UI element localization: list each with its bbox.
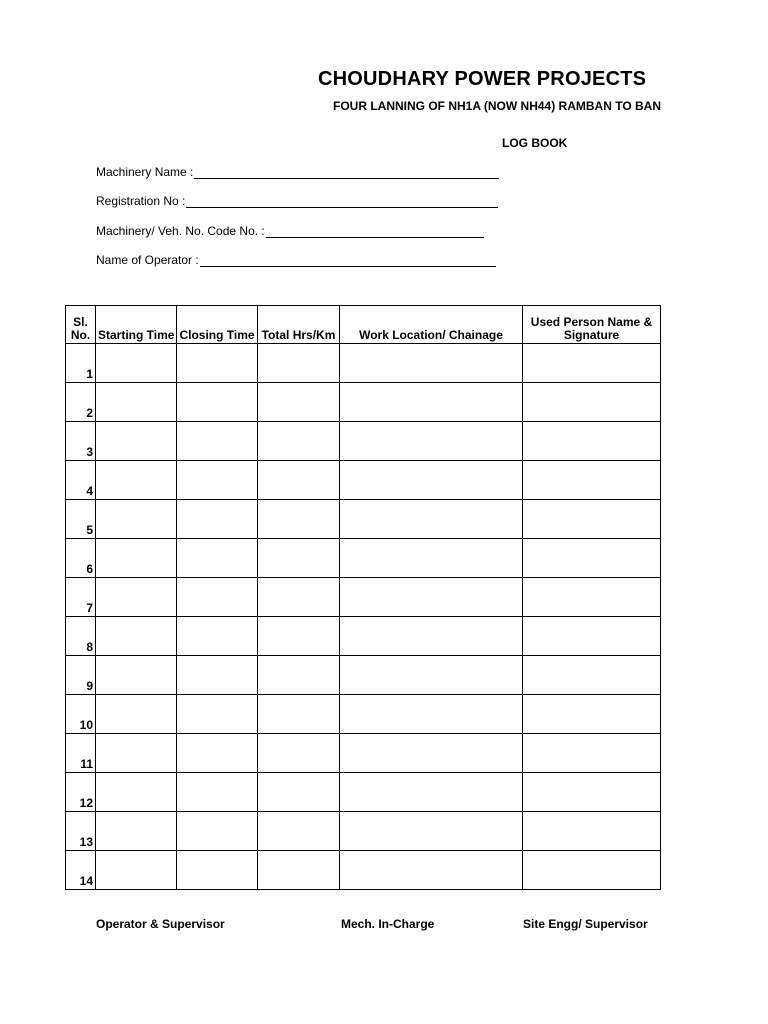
- closing-time-cell[interactable]: [177, 851, 258, 890]
- closing-time-cell[interactable]: [177, 539, 258, 578]
- column-header-total-hrs: Total Hrs/Km: [258, 306, 340, 344]
- starting-time-cell[interactable]: [96, 422, 177, 461]
- closing-time-cell[interactable]: [177, 422, 258, 461]
- closing-time-cell[interactable]: [177, 383, 258, 422]
- total-hrs-cell[interactable]: [258, 656, 340, 695]
- registration-no-input[interactable]: [186, 195, 498, 208]
- signature-cell[interactable]: [523, 422, 661, 461]
- closing-time-cell[interactable]: [177, 695, 258, 734]
- signature-cell[interactable]: [523, 656, 661, 695]
- signature-cell[interactable]: [523, 383, 661, 422]
- work-location-cell[interactable]: [340, 539, 523, 578]
- project-subtitle: FOUR LANNING OF NH1A (NOW NH44) RAMBAN TO BAN: [333, 99, 661, 113]
- closing-time-cell[interactable]: [177, 656, 258, 695]
- work-location-cell[interactable]: [340, 656, 523, 695]
- total-hrs-cell[interactable]: [258, 539, 340, 578]
- work-location-cell[interactable]: [340, 617, 523, 656]
- starting-time-cell[interactable]: [96, 851, 177, 890]
- work-location-cell[interactable]: [340, 461, 523, 500]
- table-row: [66, 617, 661, 656]
- document-title: LOG BOOK: [502, 136, 568, 150]
- work-location-cell[interactable]: [340, 773, 523, 812]
- table-row: [66, 500, 661, 539]
- sl-no-cell: 11: [66, 734, 96, 773]
- signature-cell[interactable]: [523, 812, 661, 851]
- field-label: Machinery Name :: [96, 165, 194, 179]
- starting-time-cell[interactable]: [96, 773, 177, 812]
- starting-time-cell[interactable]: [96, 812, 177, 851]
- sl-no-cell: 3: [66, 422, 96, 461]
- field-label: Machinery/ Veh. No. Code No. :: [96, 224, 265, 238]
- total-hrs-cell[interactable]: [258, 383, 340, 422]
- starting-time-cell[interactable]: [96, 539, 177, 578]
- closing-time-cell[interactable]: [177, 812, 258, 851]
- sl-no-cell: 6: [66, 539, 96, 578]
- closing-time-cell[interactable]: [177, 344, 258, 383]
- column-header-closing-time: Closing Time: [177, 306, 258, 344]
- signature-cell[interactable]: [523, 734, 661, 773]
- field-machinery-name: [96, 165, 499, 179]
- starting-time-cell[interactable]: [96, 383, 177, 422]
- total-hrs-cell[interactable]: [258, 500, 340, 539]
- table-row: [66, 656, 661, 695]
- table-row: [66, 734, 661, 773]
- closing-time-cell[interactable]: [177, 773, 258, 812]
- table-header-row: [66, 306, 661, 344]
- column-header-starting-time: Starting Time: [96, 306, 177, 344]
- work-location-cell[interactable]: [340, 734, 523, 773]
- vehicle-code-input[interactable]: [266, 225, 484, 238]
- closing-time-cell[interactable]: [177, 578, 258, 617]
- work-location-cell[interactable]: [340, 695, 523, 734]
- signature-cell[interactable]: [523, 773, 661, 812]
- log-table: [65, 305, 661, 890]
- sl-no-cell: 7: [66, 578, 96, 617]
- work-location-cell[interactable]: [340, 383, 523, 422]
- signature-site-engg: Site Engg/ Supervisor: [523, 917, 648, 931]
- field-operator-name: [96, 253, 496, 267]
- signature-mech-in-charge: Mech. In-Charge: [341, 917, 435, 931]
- table-row: [66, 383, 661, 422]
- field-label: Registration No :: [96, 194, 186, 208]
- machinery-name-input[interactable]: [194, 166, 499, 179]
- table-row: [66, 695, 661, 734]
- sl-no-cell: 13: [66, 812, 96, 851]
- operator-name-input[interactable]: [200, 254, 496, 267]
- work-location-cell[interactable]: [340, 422, 523, 461]
- starting-time-cell[interactable]: [96, 578, 177, 617]
- company-title: CHOUDHARY POWER PROJECTS: [318, 68, 647, 90]
- work-location-cell[interactable]: [340, 851, 523, 890]
- table-row: [66, 773, 661, 812]
- sl-no-cell: 1: [66, 344, 96, 383]
- field-registration-no: [96, 194, 498, 208]
- signature-cell[interactable]: [523, 539, 661, 578]
- starting-time-cell[interactable]: [96, 500, 177, 539]
- total-hrs-cell[interactable]: [258, 695, 340, 734]
- column-header-work-location: Work Location/ Chainage: [340, 306, 523, 344]
- starting-time-cell[interactable]: [96, 617, 177, 656]
- table-row: [66, 812, 661, 851]
- sl-no-cell: 4: [66, 461, 96, 500]
- closing-time-cell[interactable]: [177, 734, 258, 773]
- sl-no-cell: 14: [66, 851, 96, 890]
- starting-time-cell[interactable]: [96, 344, 177, 383]
- total-hrs-cell[interactable]: [258, 851, 340, 890]
- sl-no-cell: 8: [66, 617, 96, 656]
- total-hrs-cell[interactable]: [258, 578, 340, 617]
- sl-no-cell: 12: [66, 773, 96, 812]
- work-location-cell[interactable]: [340, 344, 523, 383]
- signature-cell[interactable]: [523, 695, 661, 734]
- column-header-used-person: Used Person Name & Signature: [523, 306, 661, 344]
- sl-no-cell: 5: [66, 500, 96, 539]
- closing-time-cell[interactable]: [177, 617, 258, 656]
- table-row: [66, 851, 661, 890]
- signature-cell[interactable]: [523, 344, 661, 383]
- closing-time-cell[interactable]: [177, 500, 258, 539]
- starting-time-cell[interactable]: [96, 734, 177, 773]
- total-hrs-cell[interactable]: [258, 734, 340, 773]
- work-location-cell[interactable]: [340, 578, 523, 617]
- table-row: [66, 539, 661, 578]
- signature-operator-supervisor: Operator & Supervisor: [96, 917, 225, 931]
- total-hrs-cell[interactable]: [258, 812, 340, 851]
- total-hrs-cell[interactable]: [258, 344, 340, 383]
- signature-cell[interactable]: [523, 500, 661, 539]
- table-row: [66, 461, 661, 500]
- table-row: [66, 344, 661, 383]
- sl-no-cell: 10: [66, 695, 96, 734]
- signature-cell[interactable]: [523, 617, 661, 656]
- signature-cell[interactable]: [523, 851, 661, 890]
- total-hrs-cell[interactable]: [258, 422, 340, 461]
- total-hrs-cell[interactable]: [258, 773, 340, 812]
- sl-no-cell: 9: [66, 656, 96, 695]
- column-header-sl-no: Sl. No.: [66, 306, 96, 344]
- field-vehicle-code: [96, 224, 484, 238]
- signature-cell[interactable]: [523, 578, 661, 617]
- starting-time-cell[interactable]: [96, 656, 177, 695]
- total-hrs-cell[interactable]: [258, 461, 340, 500]
- sl-no-cell: 2: [66, 383, 96, 422]
- starting-time-cell[interactable]: [96, 695, 177, 734]
- work-location-cell[interactable]: [340, 812, 523, 851]
- table-row: [66, 422, 661, 461]
- closing-time-cell[interactable]: [177, 461, 258, 500]
- starting-time-cell[interactable]: [96, 461, 177, 500]
- field-label: Name of Operator :: [96, 253, 199, 267]
- work-location-cell[interactable]: [340, 500, 523, 539]
- total-hrs-cell[interactable]: [258, 617, 340, 656]
- table-row: [66, 578, 661, 617]
- signature-cell[interactable]: [523, 461, 661, 500]
